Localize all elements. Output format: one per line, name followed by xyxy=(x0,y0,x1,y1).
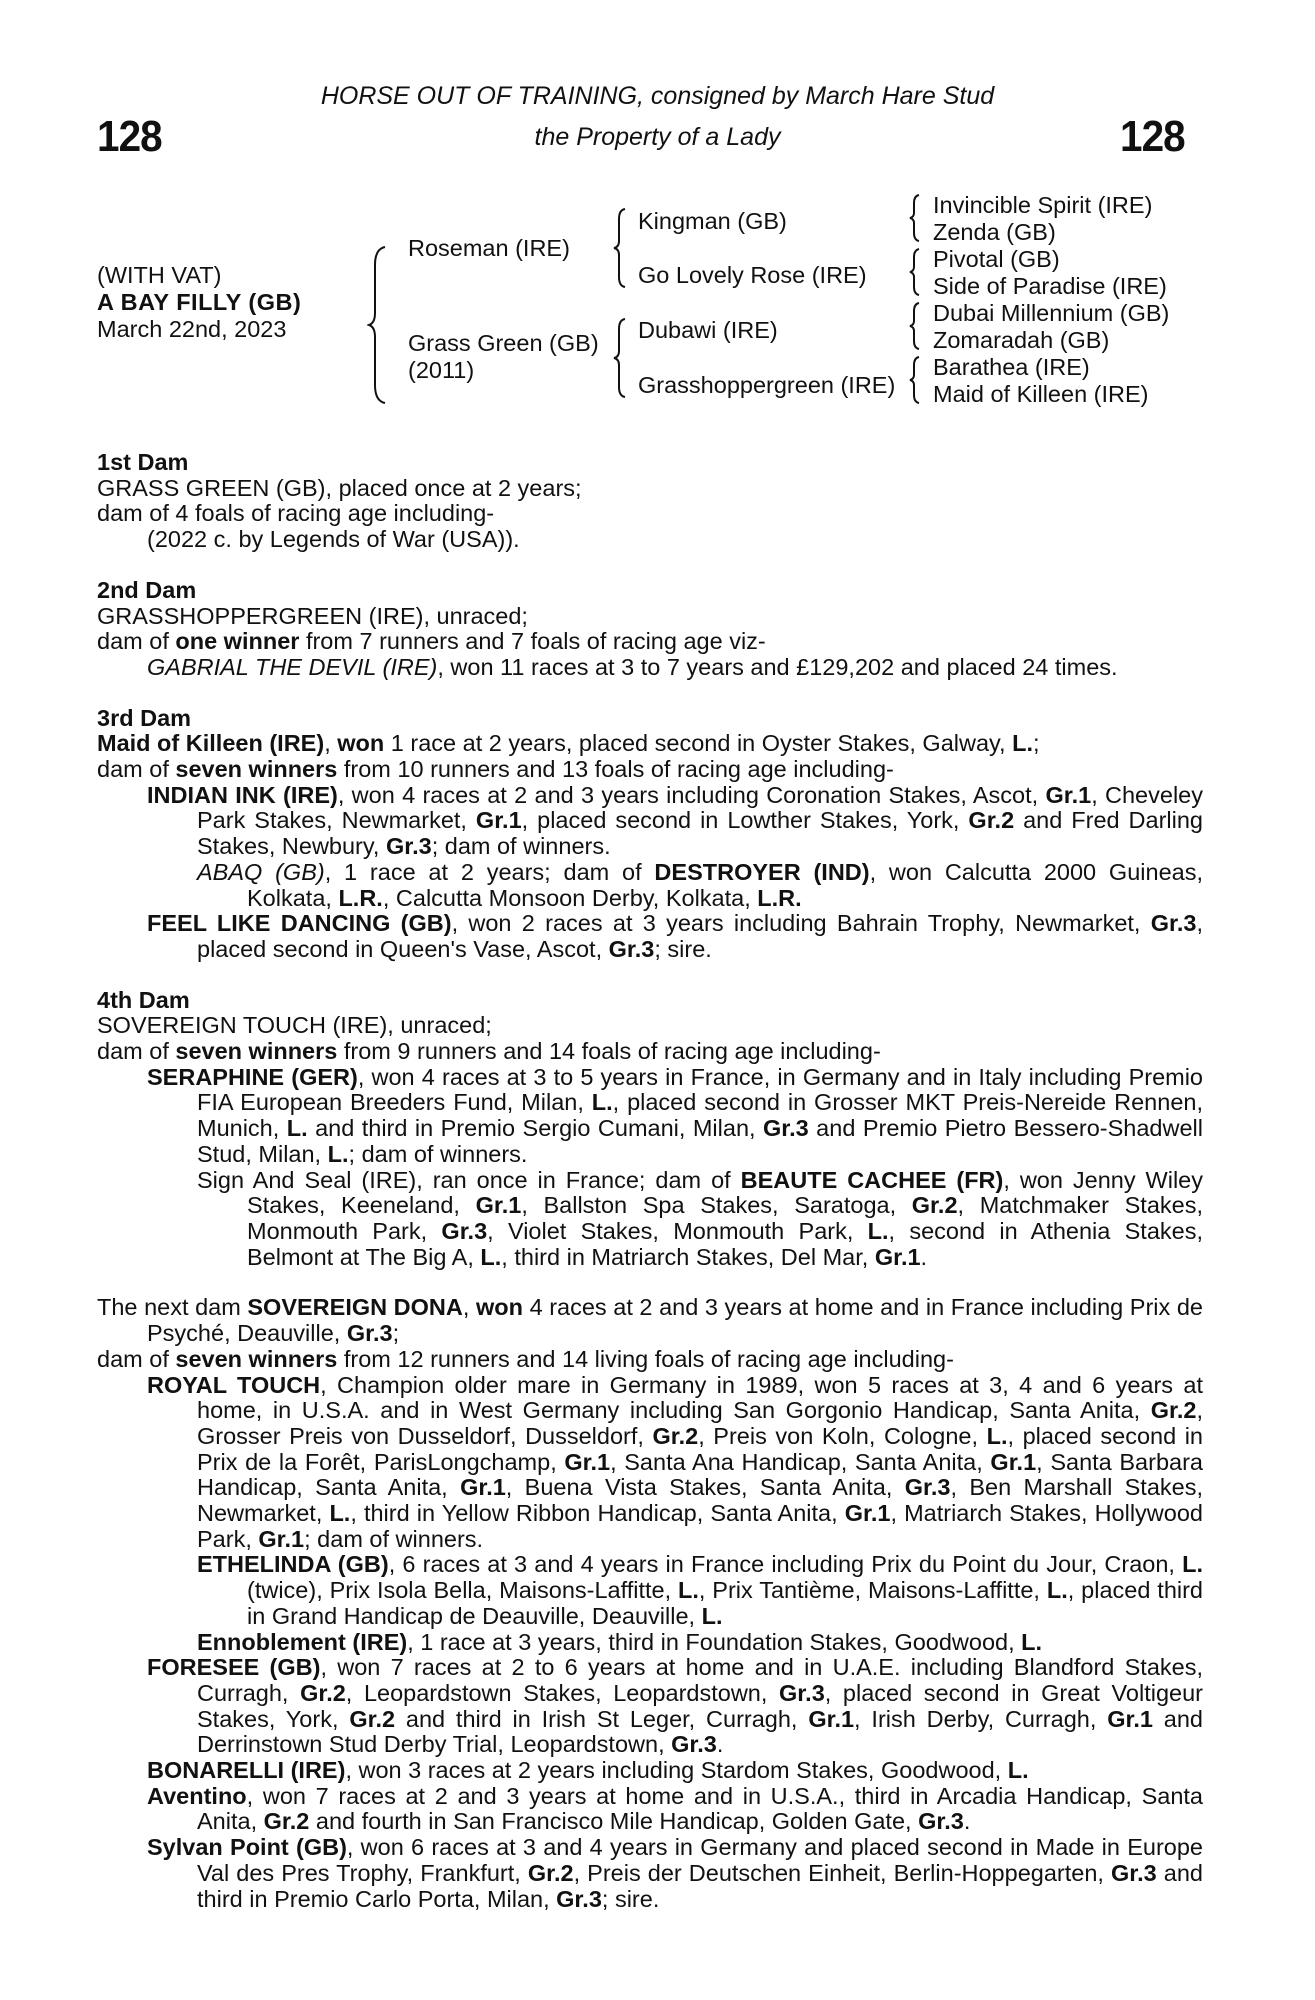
pedigree-paragraph xyxy=(97,1630,1203,1656)
bold-text: L. xyxy=(286,1115,308,1142)
dam-section xyxy=(97,450,1203,553)
text: , Preis der Deutschen Einheit, Berlin-Hoppegarten, xyxy=(573,1859,1111,1886)
text: . xyxy=(963,1808,971,1835)
bold-text: Gr.1 xyxy=(460,1474,506,1501)
text: , placed second in Queen's Vase, Ascot, xyxy=(197,910,1203,962)
text: GRASS GREEN (GB), placed once at 2 years; xyxy=(97,474,582,501)
bold-text: Aventino xyxy=(147,1782,247,1809)
bold-text: L. xyxy=(1046,1577,1068,1604)
dam-section xyxy=(97,988,1203,1271)
bold-text: L. xyxy=(867,1217,889,1244)
text: , placed second in Prix de la Forêt, ParisLongchamp, xyxy=(197,1422,1203,1475)
pedigree-paragraph xyxy=(97,860,1203,911)
text: dam of xyxy=(97,756,176,783)
text: from 7 runners and 7 foals of racing age viz- xyxy=(299,628,766,655)
text: , Santa Ana Handicap, Santa Anita, xyxy=(610,1448,991,1475)
text: and Derrinstown Stud Derby Trial, Leopardstown, xyxy=(197,1705,1203,1758)
bold-text: seven winners xyxy=(175,1345,338,1372)
bold-text: FEEL LIKE DANCING (GB) xyxy=(147,910,452,937)
dam-section xyxy=(97,1295,1203,1912)
text: , Preis von Koln, Cologne, xyxy=(698,1422,987,1449)
text: ; xyxy=(392,1320,400,1347)
section-title: 4th Dam xyxy=(97,986,190,1013)
pedigree-paragraph xyxy=(97,655,1203,681)
brace-icon xyxy=(612,207,628,289)
pedigree-paragraph xyxy=(97,1552,1203,1629)
pedigree-paragraph xyxy=(97,1758,1203,1784)
gen3-ancestor: Maid of Killeen (IRE) xyxy=(933,381,1149,407)
brace-icon xyxy=(367,245,389,405)
brace-icon xyxy=(908,247,922,297)
text: , 6 races at 3 and 4 years in France including Prix du Point du Jour, Craon, xyxy=(388,1551,1183,1578)
text: , Prix Tantième, Maisons-Laffitte, xyxy=(698,1577,1047,1604)
bold-text: L. xyxy=(1007,1757,1029,1784)
bold-text: Gr.3 xyxy=(1150,910,1197,937)
bold-text: won xyxy=(337,730,385,757)
bold-text: Gr.2 xyxy=(1150,1397,1197,1424)
bold-text: Ennoblement (IRE) xyxy=(197,1628,408,1655)
text: ; dam of winners. xyxy=(348,1140,528,1167)
text: dam of xyxy=(97,1038,176,1065)
text: ; sire. xyxy=(654,935,712,962)
bold-text: Gr.3 xyxy=(385,833,432,860)
bold-text: L. xyxy=(1012,730,1033,757)
text: , Champion older mare in Germany in 1989, won 5 races at 3, 4 and 6 years at home, in U.S.A. and in West Germany including San Gorgonio Handicap, Santa Anita, xyxy=(197,1371,1203,1424)
bold-text: one winner xyxy=(175,628,300,655)
pedigree-paragraph xyxy=(97,1295,1203,1346)
brace-icon xyxy=(908,301,922,351)
bold-text: DESTROYER (IND) xyxy=(654,858,870,885)
text: and Fred Darling Stakes, Newbury, xyxy=(197,807,1203,860)
text: GRASSHOPPERGREEN (IRE), unraced; xyxy=(97,602,528,629)
text: , second in Athenia Stakes, Belmont at The Big A, xyxy=(247,1217,1203,1270)
text: , Leopardstown Stakes, Leopardstown, xyxy=(345,1679,780,1706)
bold-text: seven winners xyxy=(175,756,338,783)
bold-text: Sylvan Point (GB) xyxy=(147,1834,347,1861)
text: ; sire. xyxy=(601,1885,660,1912)
gen3-ancestor: Dubai Millennium (GB) xyxy=(933,300,1170,326)
text: , won 6 races at 3 and 4 years in Germany and placed second in Made in Europe Val des Pres Trophy, Frankfurt, xyxy=(197,1834,1203,1886)
bold-text: Gr.3 xyxy=(1110,1859,1157,1886)
text: SOVEREIGN TOUCH (IRE), unraced; xyxy=(97,1012,492,1039)
text: , won Calcutta 2000 Guineas, Kolkata, xyxy=(247,858,1203,911)
text: and fourth in San Francisco Mile Handicap, Golden Gate, xyxy=(309,1808,919,1835)
bold-text: L. xyxy=(701,1602,723,1629)
pedigree-paragraph xyxy=(97,1168,1203,1271)
section-gap xyxy=(97,681,1203,706)
text: ; xyxy=(1032,730,1040,757)
italic-text: ABAQ (GB) xyxy=(197,858,325,885)
pedigree-paragraph xyxy=(97,476,1203,502)
text: The next dam xyxy=(97,1294,248,1321)
pedigree-paragraph xyxy=(97,1013,1203,1039)
bold-text: FORESEE (GB) xyxy=(147,1654,321,1681)
brace-icon xyxy=(612,317,628,399)
bold-text: Maid of Killeen (IRE) xyxy=(97,730,325,757)
text: , won 4 races at 2 and 3 years including Coronation Stakes, Ascot, xyxy=(337,781,1046,808)
consignor-line: HORSE OUT OF TRAINING, consigned by March Hare Stud xyxy=(320,82,995,110)
text: , Matriarch Stakes, Hollywood Park, xyxy=(197,1500,1203,1552)
pedigree-paragraph xyxy=(97,1655,1203,1758)
gen3-ancestor: Barathea (IRE) xyxy=(933,354,1090,380)
text: , won 7 races at 2 to 6 years at home and in U.A.E. including Blandford Stakes, Curragh, xyxy=(197,1654,1204,1706)
text: ; dam of winners. xyxy=(304,1525,484,1552)
bold-text: Gr.1 xyxy=(808,1705,855,1732)
text: , 1 race at 3 years, third in Foundation Stakes, Goodwood, xyxy=(407,1628,1022,1655)
dam-dam: Grasshoppergreen (IRE) xyxy=(638,372,896,398)
pedigree-paragraph xyxy=(97,1347,1203,1373)
bold-text: Gr.3 xyxy=(608,935,655,962)
section-title: 2nd Dam xyxy=(97,576,197,603)
section-title: 1st Dam xyxy=(97,449,189,475)
text: , Cheveley Park Stakes, Newmarket, xyxy=(197,781,1203,834)
bold-text: L.R. xyxy=(757,884,802,911)
section-gap xyxy=(97,553,1203,578)
bold-text: SOVEREIGN DONA xyxy=(247,1294,463,1321)
pedigree-paragraph xyxy=(97,911,1203,962)
bold-text: Gr.2 xyxy=(968,807,1015,834)
sire-dam: Go Lovely Rose (IRE) xyxy=(638,262,867,288)
sire-sire: Kingman (GB) xyxy=(638,208,787,234)
property-line: the Property of a Lady xyxy=(534,123,781,151)
bold-text: Gr.1 xyxy=(475,807,522,834)
dam-sire: Dubawi (IRE) xyxy=(638,317,778,343)
text: , won Jenny Wiley Stakes, Keeneland, xyxy=(247,1166,1203,1219)
bold-text: L. xyxy=(329,1500,351,1527)
text: , placed third in Grand Handicap de Deauville, Deauville, xyxy=(247,1577,1204,1629)
text: , placed second in Grosser MKT Preis-Nereide Rennen, Munich, xyxy=(197,1089,1203,1142)
bold-text: BEAUTE CACHEE (FR) xyxy=(740,1166,1004,1193)
italic-text: GABRIAL THE DEVIL (IRE) xyxy=(147,653,438,680)
bold-text: Gr.3 xyxy=(763,1115,809,1142)
gen3-ancestor: Zenda (GB) xyxy=(933,219,1056,245)
text: , Calcutta Monsoon Derby, Kolkata, xyxy=(382,884,758,911)
bold-text: Gr.2 xyxy=(527,1859,574,1886)
text: , xyxy=(324,730,338,757)
lot-number-left: 128 xyxy=(97,112,162,161)
text: from 12 runners and 14 living foals of racing age including- xyxy=(337,1345,954,1372)
brace-icon xyxy=(908,193,922,243)
text: (twice), Prix Isola Bella, Maisons-Laffitte, xyxy=(247,1577,678,1604)
dam-year: (2011) xyxy=(408,357,475,383)
text: Sign And Seal (IRE), ran once in France; dam of xyxy=(197,1166,741,1193)
bold-text: Gr.2 xyxy=(263,1808,310,1835)
text: , won 3 races at 2 years including Stardom Stakes, Goodwood, xyxy=(345,1757,1008,1784)
bold-text: Gr.3 xyxy=(671,1731,717,1758)
pedigree-paragraph xyxy=(97,629,1203,655)
text: , Santa Barbara Handicap, Santa Anita, xyxy=(197,1448,1203,1501)
pedigree-paragraph xyxy=(97,1373,1203,1553)
bold-text: Gr.3 xyxy=(556,1885,602,1912)
bold-text: Gr.3 xyxy=(904,1474,951,1501)
bold-text: L. xyxy=(1021,1628,1043,1655)
bold-text: Gr.3 xyxy=(779,1679,825,1706)
bold-text: won xyxy=(475,1294,523,1321)
gen3-ancestor: Invincible Spirit (IRE) xyxy=(933,192,1153,218)
bold-text: SERAPHINE (GER) xyxy=(147,1063,358,1090)
bold-text: Gr.2 xyxy=(300,1679,346,1706)
bold-text: Gr.1 xyxy=(258,1525,305,1552)
gen3-ancestor: Zomaradah (GB) xyxy=(933,327,1110,353)
pedigree-paragraph xyxy=(97,757,1203,783)
text: , Ben Marshall Stakes, Newmarket, xyxy=(197,1474,1204,1527)
text: and third in Premio Sergio Cumani, Milan, xyxy=(307,1115,763,1142)
text: dam of 4 foals of racing age including- xyxy=(97,500,495,527)
pedigree-paragraph xyxy=(97,501,1203,527)
text: and third in Premio Carlo Porta, Milan, xyxy=(197,1859,1203,1912)
catalogue-body xyxy=(97,450,1203,1912)
bold-text: Gr.3 xyxy=(918,1808,964,1835)
pedigree-paragraph xyxy=(97,527,1203,553)
bold-text: Gr.1 xyxy=(874,1243,921,1270)
bold-text: Gr.1 xyxy=(475,1192,522,1219)
text: , xyxy=(462,1294,476,1321)
text: dam of xyxy=(97,1345,176,1372)
bold-text: Gr.1 xyxy=(564,1448,611,1475)
bold-text: ROYAL TOUCH xyxy=(147,1371,321,1398)
text: dam of xyxy=(97,628,176,655)
lot-number-right: 128 xyxy=(1120,112,1185,161)
bold-text: L. xyxy=(678,1577,699,1604)
dam-section xyxy=(97,706,1203,963)
text: 1 race at 2 years, placed second in Oyster Stakes, Galway, xyxy=(384,730,1013,757)
text: , Violet Stakes, Monmouth Park, xyxy=(487,1217,868,1244)
text: (2022 c. by Legends of War (USA)). xyxy=(147,526,520,553)
text: , placed second in Lowther Stakes, York, xyxy=(521,807,969,834)
text: , Irish Derby, Curragh, xyxy=(854,1705,1108,1732)
bold-text: Gr.3 xyxy=(441,1217,488,1244)
text: , won 2 races at 3 years including Bahrain Trophy, Newmarket, xyxy=(451,910,1151,937)
text: 4 races at 2 and 3 years at home and in France including Prix de Psyché, Deauville, xyxy=(147,1294,1203,1347)
pedigree-paragraph xyxy=(97,604,1203,630)
bold-text: L. xyxy=(327,1140,349,1167)
bold-text: Gr.1 xyxy=(844,1500,891,1527)
pedigree-paragraph xyxy=(97,1065,1203,1168)
text: , Matchmaker Stakes, Monmouth Park, xyxy=(247,1192,1203,1244)
text: , 1 race at 2 years; dam of xyxy=(324,858,655,885)
text: . xyxy=(920,1243,928,1270)
bold-text: L. xyxy=(986,1422,1008,1449)
text: , Grosser Preis von Dusseldorf, Dusseldorf, xyxy=(197,1397,1203,1449)
bold-text: Gr.3 xyxy=(346,1320,393,1347)
bold-text: L.R. xyxy=(338,884,383,911)
bold-text: BONARELLI (IRE) xyxy=(147,1757,346,1784)
text: and Premio Pietro Bessero-Shadwell Stud, Milan, xyxy=(197,1115,1203,1167)
bold-text: L. xyxy=(1182,1551,1203,1578)
dam-section xyxy=(97,578,1203,681)
text: , won 11 races at 3 to 7 years and £129,202 and placed 24 times. xyxy=(437,653,1118,680)
bold-text: L. xyxy=(591,1089,613,1116)
text: , Ballston Spa Stakes, Saratoga, xyxy=(521,1192,912,1219)
vat-note: (WITH VAT) xyxy=(97,262,222,288)
gen3-ancestor: Side of Paradise (IRE) xyxy=(933,273,1167,299)
pedigree-paragraph xyxy=(97,783,1203,860)
section-gap xyxy=(97,1270,1203,1295)
bold-text: Gr.1 xyxy=(1045,781,1092,808)
text: , won 7 races at 2 and 3 years at home and in U.S.A., third in Arcadia Handicap, Santa Anita, xyxy=(197,1782,1203,1835)
text: , Buena Vista Stakes, Santa Anita, xyxy=(505,1474,905,1501)
bold-text: INDIAN INK (IRE) xyxy=(147,781,338,808)
bold-text: L. xyxy=(480,1243,502,1270)
text: , third in Matriarch Stakes, Del Mar, xyxy=(501,1243,875,1270)
bold-text: Gr.2 xyxy=(652,1422,699,1449)
section-title: 3rd Dam xyxy=(97,704,192,731)
pedigree-paragraph xyxy=(97,1039,1203,1065)
text: . xyxy=(716,1731,724,1758)
bold-text: Gr.1 xyxy=(1107,1705,1153,1732)
brace-icon xyxy=(908,355,922,405)
text: and third in Irish St Leger, Curragh, xyxy=(395,1705,809,1732)
pedigree-paragraph xyxy=(97,1784,1203,1835)
text: , placed second in Great Voltigeur Stakes, York, xyxy=(197,1679,1203,1732)
text: , third in Yellow Ribbon Handicap, Santa Anita, xyxy=(350,1500,845,1527)
bold-text: Gr.2 xyxy=(911,1192,958,1219)
pedigree-paragraph xyxy=(97,1835,1203,1912)
bold-text: Gr.1 xyxy=(990,1448,1037,1475)
text: from 9 runners and 14 foals of racing age including- xyxy=(337,1038,881,1065)
text: from 10 runners and 13 foals of racing age including- xyxy=(337,756,894,783)
foaling-date: March 22nd, 2023 xyxy=(97,316,287,342)
pedigree-paragraph xyxy=(97,731,1203,757)
text: ; dam of winners. xyxy=(431,833,611,860)
section-gap xyxy=(97,963,1203,988)
bold-text: seven winners xyxy=(175,1038,338,1065)
bold-text: ETHELINDA (GB) xyxy=(197,1551,389,1578)
dam: Grass Green (GB) xyxy=(408,330,599,356)
bold-text: Gr.2 xyxy=(349,1705,396,1732)
text: , won 4 races at 3 to 5 years in France, in Germany and in Italy including Premio FIA European Breeders Fund, Milan, xyxy=(197,1063,1204,1116)
horse-name: A BAY FILLY (GB) xyxy=(97,289,302,315)
sire: Roseman (IRE) xyxy=(408,235,570,261)
gen3-ancestor: Pivotal (GB) xyxy=(933,246,1060,272)
